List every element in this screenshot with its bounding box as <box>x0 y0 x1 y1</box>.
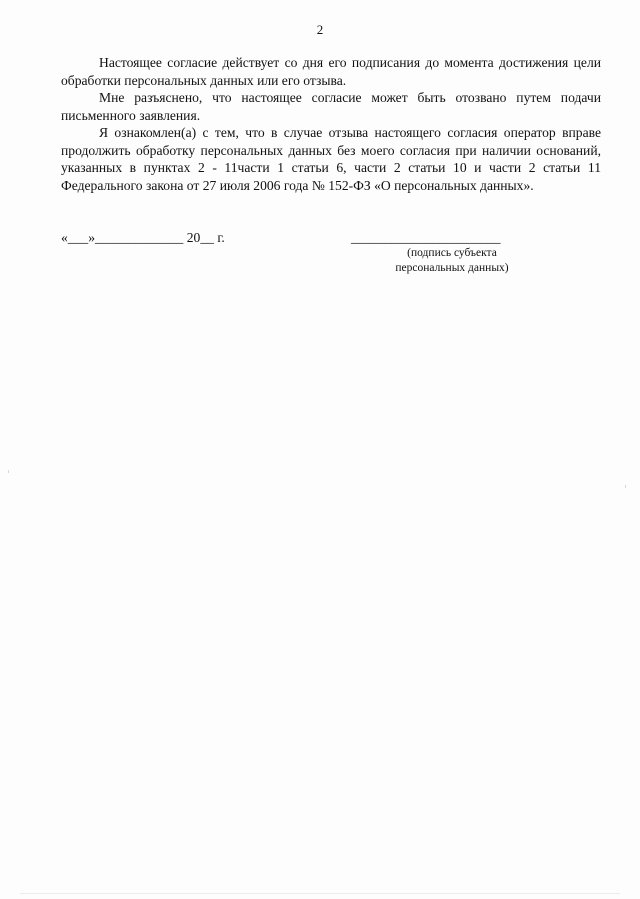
paragraph-validity: Настоящее согласие действует со дня его подписания до момента достижения цели обработки персональных данных или его отзыва. <box>61 55 601 88</box>
paragraph-revocation: Мне разъяснено, что настоящее согласие может быть отозвано путем подачи письменного заявления. <box>61 90 601 123</box>
signature-caption-line-2: персональных данных) <box>395 262 509 274</box>
scan-artifact-right <box>625 485 626 488</box>
signature-block <box>61 230 601 280</box>
consent-text <box>61 54 601 194</box>
signature-caption <box>377 246 527 276</box>
page-number: 2 <box>316 22 324 37</box>
date-field: «___»_____________ 20__ г. <box>61 230 225 245</box>
paragraph-acknowledgement: Я ознакомлен(а) с тем, что в случае отзыва настоящего согласия оператор вправе продолжить обработку персональных данных без моего согласия при наличии оснований, указанных в пунктах 2 - 11части 1 статьи 6, части 2 статьи 10 и части 2 статьи 11 Федерального закона от 27 июля 2006 года № 152-ФЗ «О персональных данных». <box>61 125 601 193</box>
scan-artifact-left <box>8 470 9 473</box>
signature-line: ______________________ <box>351 230 501 245</box>
scan-artifact-bottom <box>20 893 620 894</box>
signature-caption-line-1: (подпись субъекта <box>407 247 497 259</box>
